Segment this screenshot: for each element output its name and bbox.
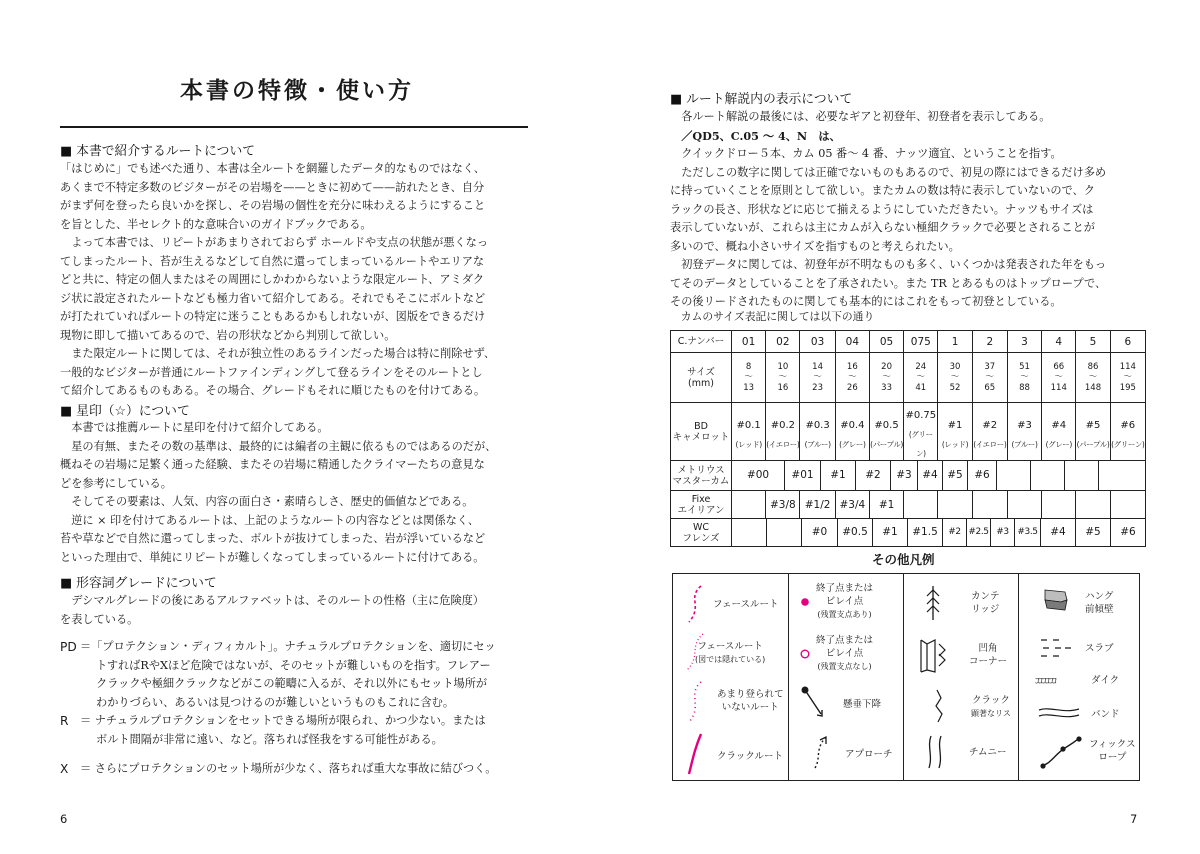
size-cell — [904, 353, 938, 403]
label-line: あまり登られて — [717, 689, 784, 700]
bd-cell — [732, 403, 766, 461]
table-cell: #0.5 — [838, 519, 873, 546]
bd-color: (グリーン) — [1111, 439, 1145, 449]
legend-label — [971, 694, 1011, 720]
size-max: 23 — [812, 382, 823, 393]
label-line: フィックス — [1089, 739, 1136, 750]
text-line: ジ状に設定されたルートなども極力省いて紹介してある。それでもそこにボルトなど — [60, 291, 486, 305]
page-number-left: 6 — [60, 812, 68, 826]
text-line: トすればRやXほど危険ではないが、そのセットが難しいものを指す。フレアー — [96, 658, 491, 672]
size-max: 65 — [984, 382, 996, 393]
bd-color: (グレー) — [1045, 439, 1072, 449]
label-line: (mm) — [688, 377, 714, 389]
row-label — [671, 353, 732, 403]
bd-size: #6 — [1120, 419, 1136, 431]
section-heading-grade: ■ 形容詞グレードについて — [60, 576, 217, 591]
empty-cell — [732, 519, 767, 546]
text-line: 現物に即して描いてあるので、岩の形状などから判別して欲しい。 — [60, 328, 396, 342]
size-sep: ～ — [985, 372, 995, 383]
text-line: 「はじめに」でも述べた通り、本書は全ルートを網羅したデータ的なものではなく、 — [60, 162, 485, 175]
title-rule — [60, 126, 528, 128]
size-cell — [1110, 353, 1145, 403]
size-min: 30 — [949, 361, 961, 372]
label-line: メトリウス — [677, 464, 725, 476]
size-min: 37 — [984, 361, 996, 372]
anchor-filled-icon — [799, 596, 811, 608]
overhang-icon — [1041, 586, 1069, 614]
text-line: わかりづらい、あるいは見つけるのが難しいというものもこれに含む。 — [96, 695, 455, 709]
table-cell: #6 — [968, 461, 997, 490]
size-min: 8 — [745, 361, 752, 372]
size-min: 20 — [881, 361, 892, 372]
table-cell: 03 — [800, 331, 835, 353]
chimney-icon — [925, 734, 947, 770]
label-line: サイズ — [687, 366, 715, 378]
text-line: てそのデータとしていることを了承されたい。また TR とあるものはトップロープで、 — [670, 276, 1107, 290]
empty-cell — [997, 461, 1031, 490]
row-label — [671, 403, 732, 461]
section-heading-stars: ■ 星印（☆）について — [60, 404, 190, 419]
size-cell — [1076, 353, 1110, 403]
section-heading-routes: ■ 本書で紹介するルートについて — [60, 144, 256, 159]
label-line: エイリアン — [677, 504, 725, 516]
empty-cell — [1065, 461, 1099, 490]
bd-cell — [1076, 403, 1110, 461]
legend-label — [1085, 590, 1114, 616]
text-line: といった理由で、単純にリピートが難しくなってしまっているルートに付けてある。 — [60, 550, 485, 564]
size-sep: ～ — [950, 372, 960, 383]
text-line: クイックドロー５本、カム 05 番～ 4 番、ナッツ適宜、ということを指す。 — [670, 147, 1062, 160]
row-label — [671, 461, 732, 491]
bd-size: #0.1 — [736, 419, 761, 431]
label-line: コーナー — [969, 656, 1008, 667]
legend-label — [971, 590, 1000, 616]
arete-icon — [923, 584, 943, 622]
table-cell: #3/8 — [766, 491, 800, 519]
rappel-icon — [799, 684, 829, 720]
size-cell — [732, 353, 766, 403]
size-max: 33 — [881, 382, 892, 393]
bd-cell — [972, 403, 1007, 461]
section-body-routes — [60, 160, 528, 401]
legend-label: チムニー — [969, 747, 1007, 758]
bd-color: (ブルー) — [804, 439, 831, 449]
fixe-row — [671, 491, 1146, 519]
text-line: てしまったルート、苔が生えるなどして自然に還ってしまっているルートやエリアな — [60, 254, 485, 268]
bd-cell — [766, 403, 800, 461]
empty-cell — [1042, 491, 1076, 519]
table-cell: 1 — [938, 331, 972, 353]
text-line: よって本書では、リピートがあまりされておらず ホールドや支点の状態が悪くなっ — [60, 236, 489, 249]
legend-label: ダイク — [1091, 675, 1120, 686]
text-line: ＝ さらにプロテクションのセット場所が少なく、落ちれば重大な事故に結びつく。 — [80, 762, 497, 775]
text-line: に持っていくことを原則として欲しい。またカムの数は特に表示していないので、ク — [670, 184, 1095, 197]
grade-definition-r — [60, 712, 528, 749]
size-cell — [938, 353, 972, 403]
bd-size: #3 — [1017, 419, 1032, 431]
section-body-display — [670, 108, 1140, 312]
legend-label: フェースルート — [713, 599, 779, 610]
anchor-empty-icon — [799, 648, 811, 660]
label-line: BD — [694, 420, 708, 432]
table-intro — [670, 308, 1140, 327]
legend-label — [695, 640, 765, 666]
label-line: リッジ — [971, 604, 1000, 615]
legend-label — [816, 582, 873, 621]
page-title: 本書の特徴・使い方 — [180, 77, 414, 104]
text-line: 概ねその岩場に足繁く通った経験、またその岩場に精通したクライマーたちの意見な — [60, 458, 485, 471]
legend-label — [969, 642, 1007, 668]
slab-icon — [1037, 634, 1077, 664]
size-cell — [766, 353, 800, 403]
table-cell: #1/2 — [800, 491, 835, 519]
size-row — [671, 353, 1146, 403]
size-sep: ～ — [1054, 372, 1064, 383]
label-line: キャメロット — [672, 431, 730, 443]
bd-cell — [938, 403, 972, 461]
label-line: 終了点または — [816, 635, 874, 646]
label-line: 凹角 — [978, 643, 998, 654]
grade-definition-x — [60, 760, 528, 779]
bd-size: #0.5 — [874, 419, 899, 431]
bd-size: #0.3 — [805, 419, 830, 431]
empty-cell — [972, 491, 1007, 519]
label-line: Fixe — [691, 493, 711, 505]
size-cell — [1042, 353, 1076, 403]
empty-cell — [732, 491, 766, 519]
header-row — [671, 331, 1146, 353]
table-cell: 2 — [972, 331, 1007, 353]
text-line: 本書では推薦ルートに星印を付けて紹介してある。 — [60, 421, 329, 434]
size-max: 13 — [743, 382, 755, 393]
bd-cell — [904, 403, 938, 461]
text-line: ただしこの数字に関しては正確でないものもあるので、初見の際にはできるだけ多め — [670, 165, 1107, 179]
size-sep: ～ — [1123, 372, 1133, 383]
label-line: ハング — [1085, 591, 1114, 602]
text-line: どと共に、特定の個人またはその周囲にしかわからないような限定ルート、アミダク — [60, 273, 485, 286]
wc-row — [671, 519, 1146, 547]
text-line: 逆に × 印を付けてあるルートは、上記のようなルートの内容などとは関係なく、 — [60, 513, 480, 527]
table-cell: #5 — [1076, 519, 1111, 546]
size-max: 26 — [846, 382, 858, 393]
table-cell: #0 — [802, 519, 838, 546]
table-cell: #01 — [785, 461, 821, 490]
text-line: 表示していないが、これらは主にカムが入らない極細クラックで必要とされることが — [670, 221, 1095, 234]
table-cell: #3/4 — [835, 491, 869, 519]
table-cell: #3.5 — [1015, 519, 1041, 546]
label-line: フェースルート — [697, 641, 763, 652]
grade-term: X — [60, 762, 69, 776]
table-cell: #3 — [891, 461, 918, 490]
table-cell: 075 — [904, 331, 938, 353]
table-cell: #2 — [943, 519, 967, 546]
bd-size: #0.4 — [840, 419, 865, 431]
size-cell — [1007, 353, 1041, 403]
size-cell — [869, 353, 903, 403]
empty-cell — [1007, 491, 1041, 519]
label-line: クラック — [972, 695, 1010, 706]
size-sep: ～ — [813, 372, 822, 383]
cam-size-table — [670, 330, 1146, 547]
size-min: 51 — [1019, 361, 1030, 372]
section-body-grade — [60, 592, 528, 629]
empty-cell — [767, 519, 802, 546]
text-line: 星の有無、またその数の基準は、最終的には編者の主観に依るものではあるのだが、 — [60, 439, 497, 453]
size-max: 16 — [777, 382, 789, 393]
label-line: (図では隠れている) — [695, 655, 766, 664]
text-line: その後リードされたものに関しても基本的にはこれをもって初登としている。 — [670, 295, 1062, 308]
size-sep: ～ — [882, 372, 891, 383]
metolius-row — [671, 461, 1146, 491]
text-line: カムのサイズ表記に関しては以下の通り — [670, 310, 875, 323]
legend-label: バンド — [1091, 709, 1120, 720]
text-line: ＝「プロテクション・ディフィカルト」。ナチュラルプロテクションを、適切にセッ — [80, 640, 496, 653]
approach-icon — [809, 734, 833, 770]
bd-color: (イエロー) — [973, 439, 1007, 449]
page-number-right: 7 — [1130, 812, 1138, 826]
legend-label — [717, 688, 784, 714]
table-cell: #1.5 — [908, 519, 943, 546]
size-min: 24 — [915, 361, 927, 372]
bd-color: (グリーン) — [908, 430, 933, 458]
text-line: また限定ルートに関しては、それが独立性のあるラインだった場合は特に削除せず、 — [60, 347, 496, 360]
text-line: が打たれていればルートの特定に迷うこともあるかもしれないが、図版をできるだけ — [60, 310, 486, 323]
size-min: 114 — [1119, 361, 1136, 372]
crack-icon — [931, 688, 947, 724]
legend-divider — [903, 574, 904, 780]
text-line: 多いので、概ね小さいサイズを指すものと考えられたい。 — [670, 239, 960, 253]
size-sep: ～ — [778, 372, 788, 383]
text-line: どを参考にしている。 — [60, 476, 172, 490]
empty-cell — [1099, 461, 1132, 490]
size-min: 10 — [777, 361, 789, 372]
label-line: 終了点または — [816, 583, 874, 594]
legend-box — [672, 573, 1140, 781]
section-body-stars — [60, 419, 528, 567]
text-line: ／QD5、C.05 ～ 4、N は、 — [670, 128, 841, 143]
grade-definition-pd — [60, 638, 528, 712]
row-label: C.ナンバー — [671, 331, 732, 353]
size-min: 14 — [812, 361, 823, 372]
size-sep: ～ — [744, 372, 753, 383]
label-line: マスターカム — [672, 475, 730, 487]
bd-size: #5 — [1085, 419, 1101, 431]
table-cell: #1 — [869, 491, 903, 519]
size-sep: ～ — [848, 372, 857, 383]
band-icon — [1037, 704, 1081, 724]
table-cell: #4 — [1041, 519, 1076, 546]
bd-row — [671, 403, 1146, 461]
empty-cell — [938, 491, 972, 519]
label-line: ビレイ点 — [825, 648, 864, 659]
size-cell — [972, 353, 1007, 403]
text-line: クラックや極細クラックなどがこの範疇に入るが、それ以外にもセット場所が — [96, 677, 488, 690]
table-cell: 4 — [1042, 331, 1076, 353]
size-sep: ～ — [1020, 372, 1029, 383]
table-cell: #6 — [1120, 526, 1136, 538]
table-cell: #3 — [991, 519, 1015, 546]
legend-label — [816, 634, 873, 673]
label-line: フレンズ — [682, 532, 720, 544]
legend-label: スラブ — [1085, 643, 1114, 654]
size-sep: ～ — [916, 372, 926, 383]
size-min: 86 — [1087, 361, 1099, 372]
bd-cell — [800, 403, 835, 461]
legend-divider — [788, 574, 789, 780]
size-cell — [835, 353, 869, 403]
text-line: 初登データに関しては、初登年が不明なものも多く、いくつかは発表された年をもっ — [670, 258, 1107, 271]
text-line: デシマルグレードの後にあるアルファベットは、そのルートの性格（主に危険度） — [60, 594, 485, 607]
grade-term: PD — [60, 640, 77, 654]
table-cell: #1 — [821, 461, 856, 490]
metolius-values — [732, 461, 1146, 491]
text-line: を旨とした、半セレクト的な意味合いのガイドブックである。 — [60, 217, 372, 231]
bd-color: (レッド) — [941, 439, 969, 449]
bd-color: (グレー) — [839, 439, 866, 449]
size-min: 66 — [1053, 361, 1065, 372]
bd-color: (パープル) — [1076, 439, 1110, 449]
size-max: 41 — [915, 382, 927, 393]
legend-label: 懸垂下降 — [843, 699, 882, 710]
label-line: ロープ — [1098, 752, 1127, 763]
size-max: 195 — [1119, 382, 1136, 393]
text-line: て紹介してあるものもある。その場合、グレードもそれに順じたものを付けてある。 — [60, 384, 486, 397]
text-line: あくまで不特定多数のビジターがその岩場を——ときに初めて——訪れたとき、自分 — [60, 180, 485, 194]
table-cell: 5 — [1076, 331, 1110, 353]
bd-size: #0.75 — [905, 410, 937, 421]
rarely-climbed-icon — [681, 680, 709, 724]
table-cell: 04 — [835, 331, 869, 353]
bd-cell — [1042, 403, 1076, 461]
table-cell: #00 — [732, 461, 785, 490]
table-cell: 05 — [869, 331, 903, 353]
table-cell: #5 — [943, 461, 968, 490]
size-max: 114 — [1050, 382, 1067, 393]
table-cell: #2 — [856, 461, 891, 490]
legend-title: その他凡例 — [872, 552, 935, 567]
text-line: ラックの長さ、形状などに応じて揃えるようにしていただきたい。ナッツもサイズは — [670, 202, 1094, 216]
corner-icon — [917, 634, 951, 676]
text-line: 一般的なビジターが普通にルートファインディングして登るラインをそのルートとし — [60, 365, 483, 379]
text-line: ボルト間隔が非常に遠い、など。落ちれば怪我をする可能性がある。 — [96, 732, 443, 746]
size-sep: ～ — [1088, 372, 1098, 383]
table-cell: #4 — [918, 461, 943, 490]
empty-cell — [1031, 461, 1065, 490]
text-line: がまず何を登ったら良いかを探し、その岩場の個性を充分に味わえるようにすること — [60, 199, 486, 212]
wc-values — [732, 519, 1146, 547]
size-max: 88 — [1019, 382, 1030, 393]
label-line: 前傾壁 — [1085, 604, 1114, 615]
bd-cell — [835, 403, 869, 461]
bd-color: (パープル) — [870, 439, 903, 449]
dyke-icon: ｺｺｺｺｺｺ — [1035, 677, 1057, 687]
table-cell: #1 — [873, 519, 908, 546]
legend-label: アプローチ — [845, 749, 893, 760]
size-cell — [800, 353, 835, 403]
text-line: そしてその要素は、人気、内容の面白さ・素晴らしさ、歴史的価値などである。 — [60, 495, 474, 508]
table-cell: 02 — [766, 331, 800, 353]
size-min: 16 — [846, 361, 858, 372]
legend-label: クラックルート — [717, 751, 784, 762]
table-cell: 3 — [1007, 331, 1041, 353]
text-line: ＝ ナチュラルプロテクションをセットできる場所が限られ、かつ少ない。または — [80, 714, 486, 727]
row-label — [671, 491, 732, 519]
table-cell: 6 — [1110, 331, 1145, 353]
row-label — [671, 519, 732, 547]
bd-cell — [1110, 403, 1145, 461]
bd-size: #2 — [982, 419, 998, 431]
bd-color: (イエロー) — [766, 439, 800, 449]
table-cell: 01 — [732, 331, 766, 353]
legend-divider — [1018, 574, 1019, 780]
bd-size: #4 — [1051, 419, 1067, 431]
bd-cell — [869, 403, 903, 461]
size-max: 52 — [949, 382, 961, 393]
legend-label — [1089, 738, 1136, 764]
label-line: ビレイ点 — [825, 596, 864, 607]
label-line: 顕著なリス — [971, 709, 1011, 718]
face-route-icon — [681, 584, 709, 624]
bd-color: (ブルー) — [1011, 439, 1038, 449]
section-heading-display: ■ ルート解説内の表示について — [670, 92, 853, 107]
bd-size: #0.2 — [770, 419, 795, 431]
bd-cell — [1007, 403, 1041, 461]
bd-color: (レッド) — [735, 439, 762, 449]
text-line: 各ルート解説の最後には、必要なギアと初登年、初登者を表示してある。 — [670, 110, 1051, 123]
empty-cell — [904, 491, 938, 519]
text-line: を表している。 — [60, 612, 139, 626]
bd-size: #1 — [947, 419, 963, 431]
empty-cell — [1110, 491, 1145, 519]
table-cell: #2.5 — [967, 519, 991, 546]
empty-cell — [1076, 491, 1110, 519]
label-line: カンテ — [971, 591, 1000, 602]
text-line: 苔や草などで自然に還ってしまった、ボルトが抜けてしまった、岩が浮いているなど — [60, 532, 486, 545]
size-max: 148 — [1084, 382, 1102, 393]
label-line: いないルート — [721, 702, 779, 713]
fixed-rope-icon — [1037, 734, 1083, 770]
grade-term: R — [60, 714, 69, 728]
label-line: (残置支点あり) — [817, 610, 872, 619]
crack-route-icon — [681, 732, 709, 776]
label-line: (残置支点なし) — [817, 662, 872, 671]
label-line: WC — [692, 521, 710, 533]
